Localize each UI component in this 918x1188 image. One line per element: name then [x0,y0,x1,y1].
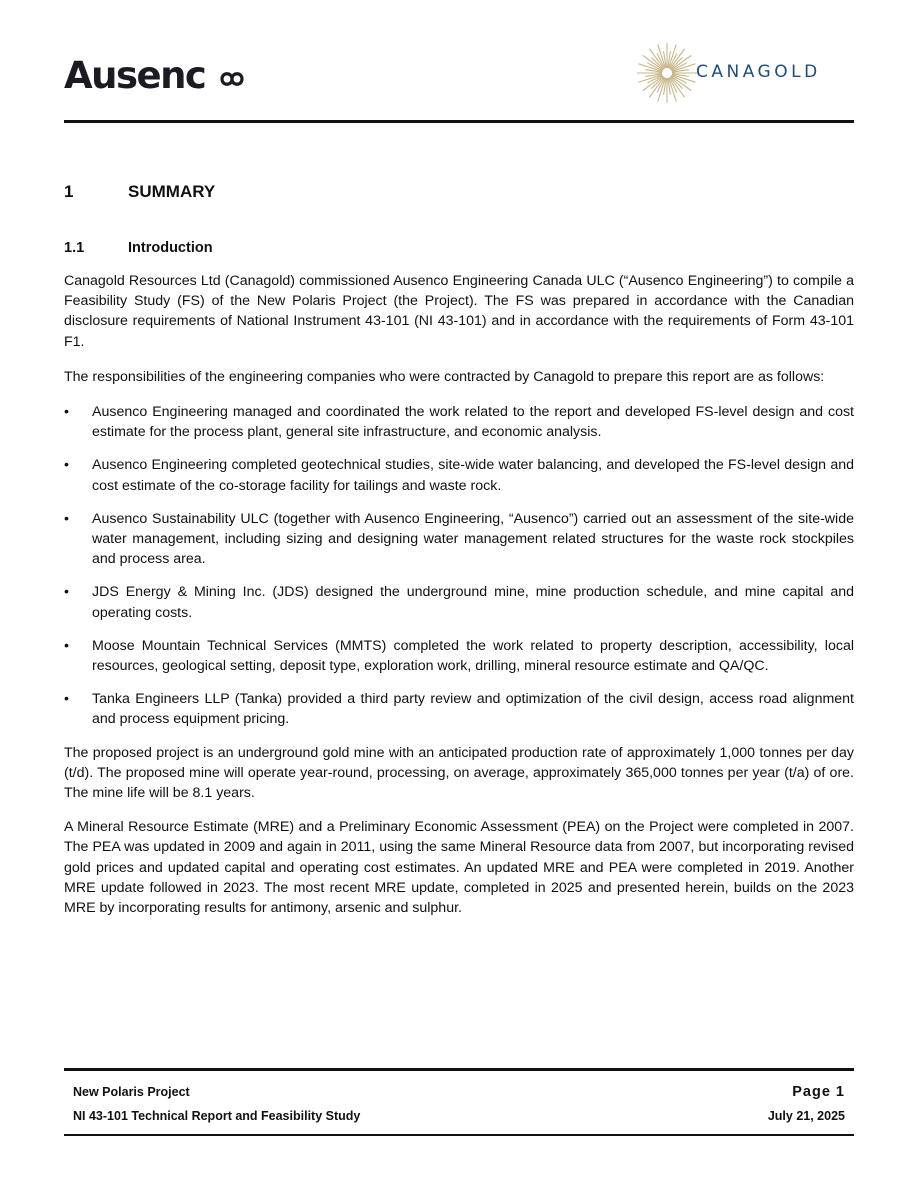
canagold-logo-text: CANAGOLD [696,62,821,82]
bullet-icon: • [64,510,69,527]
subsection-title: Introduction [128,240,213,256]
list-item [64,582,854,622]
section-heading [64,178,854,206]
bullet-icon: • [64,691,69,708]
footer-project-name: New Polaris Project [73,1085,190,1099]
bullet-icon: • [64,637,69,654]
document-body [64,178,854,918]
list-item [64,402,854,442]
footer-report-title: NI 43-101 Technical Report and Feasibility Study [73,1109,361,1123]
bullet-icon: • [64,584,69,601]
list-item [64,636,854,676]
section-number: 1 [64,182,74,201]
bullet-icon: • [64,404,69,421]
list-item-text: Moose Mountain Technical Services (MMTS) completed the work related to property description, accessibility, local resources, geological setting, deposit type, exploration work, drilling, mineral resource estimate and QA/QC. [92,637,854,675]
list-item-text: Ausenco Engineering managed and coordinated the work related to the report and developed FS-level design and cost estimate for the process plant, general site infrastructure, and economic analysis. [92,404,854,441]
section-title: SUMMARY [128,182,216,201]
history-paragraph: A Mineral Resource Estimate (MRE) and a Preliminary Economic Assessment (PEA) on the Project were completed in 2007. The PEA was updated in 2009 and again in 2011, using the same Mineral Resource data from 2007, but incorporating revised gold prices and updated capital and operating cost estimates. An updated MRE and PEA were completed in 2019. Another MRE update followed in 2023. The most recent MRE update, completed in 2025 and presented herein, builds on the 2023 MRE by incorporating results for antimony, arsenic and sulphur. [64,819,854,917]
ausenco-logo [64,54,205,98]
footer-rule-bottom [64,1134,854,1136]
page-number: Page 1 [792,1084,845,1100]
list-item [64,689,854,729]
intro-paragraph: Canagold Resources Ltd (Canagold) commissioned Ausenco Engineering Canada ULC (“Ausenco Engineering”) to compile a Feasibility Study (FS) of the New Polaris Project (the Project). The FS was prepared in accordance with the Canadian disclosure requirements of National Instrument 43-101 (NI 43-101) and in accordance with the requirements of Form 43-101 F1. [64,273,854,350]
bullet-icon: • [64,457,69,474]
list-item [64,455,854,495]
canagold-logo [636,40,856,106]
list-item-text: Ausenco Sustainability ULC (together with Ausenco Engineering, “Ausenco”) carried out an assessment of the site-wide water management, including sizing and designing water management related structures for the waste rock stockpiles and process area. [92,510,854,568]
list-item-text: JDS Energy & Mining Inc. (JDS) designed the underground mine, mine production schedule, and mine capital and operating costs. [92,584,854,621]
project-paragraph: The proposed project is an underground gold mine with an anticipated production rate of approximately 1,000 tonnes per day (t/d). The proposed mine will operate year-round, processing, on average, approximately 365,000 tonnes per year (t/a) of ore. The mine life will be 8.1 years. [64,744,854,802]
responsibilities-paragraph: The responsibilities of the engineering companies who were contracted by Canagold to prepare this report are as follows: [64,368,825,385]
page-footer [64,1068,854,1138]
list-item-text: Ausenco Engineering completed geotechnical studies, site-wide water balancing, and developed the FS-level design and cost estimate of the co-storage facility for tailings and waste rock. [92,457,854,494]
ausenco-swirl-icon [219,68,245,90]
subsection-heading [64,240,854,256]
ausenco-logo-text: Ausenc [64,54,206,97]
report-date: July 21, 2025 [767,1109,845,1123]
subsection-number: 1.1 [64,240,85,256]
page-header [0,0,918,125]
responsibilities-list [64,402,854,730]
list-item-text: Tanka Engineers LLP (Tanka) provided a third party review and optimization of the civil design, access road alignment and process equipment pricing. [92,691,854,728]
sunburst-icon [634,40,700,106]
header-rule [64,120,854,123]
list-item [64,509,854,570]
footer-rule-top [64,1068,854,1071]
